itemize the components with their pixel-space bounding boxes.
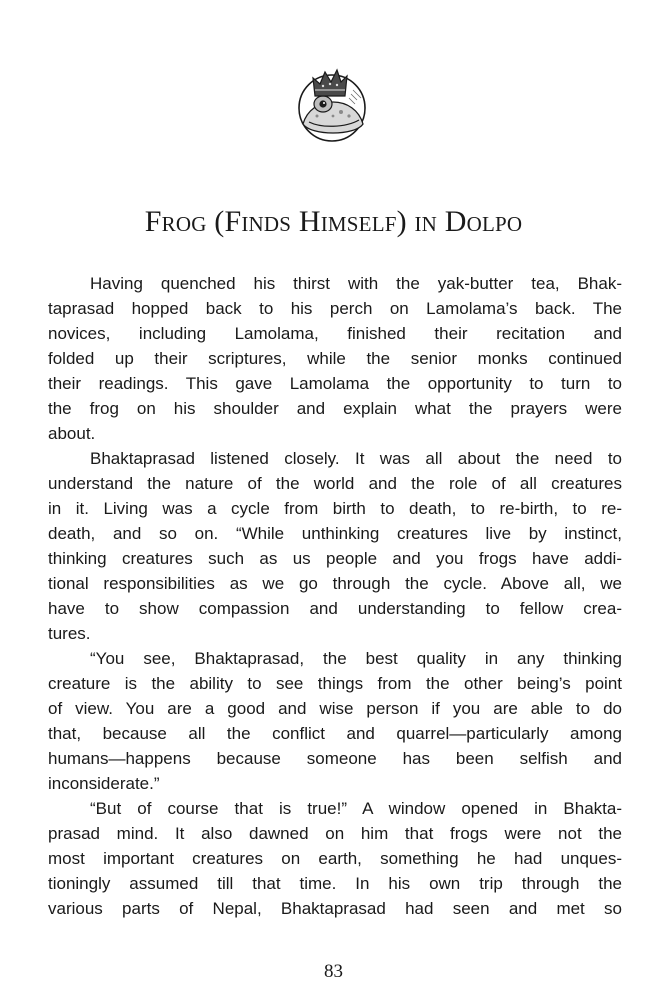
text-line: thinking creatures such as us people and you frogs have addi- xyxy=(48,549,622,568)
text-line: various parts of Nepal, Bhaktaprasad had seen and met so xyxy=(48,899,622,918)
text-line: “But of course that is true!” A window opened in Bhakta- xyxy=(90,799,622,818)
text-line: tioningly assumed till that time. In his own trip through the xyxy=(48,874,622,893)
text-line: most important creatures on earth, something he had unques- xyxy=(48,849,622,868)
page-number: 83 xyxy=(324,961,343,982)
text-line: about. xyxy=(48,424,96,443)
text-line: the frog on his shoulder and explain what the prayers were xyxy=(48,399,622,418)
paragraph xyxy=(48,446,622,646)
text-line: death, and so on. “While unthinking creatures live by instinct, xyxy=(48,524,622,543)
chapter-body xyxy=(48,271,622,921)
frog-with-crown-icon xyxy=(293,62,371,146)
text-line: “You see, Bhaktaprasad, the best quality in any thinking xyxy=(90,649,622,668)
text-line: creature is the ability to see things from the other being’s point xyxy=(48,674,622,693)
text-line: humans—happens because someone has been selfish and xyxy=(48,749,622,768)
chapter-title: Frog (Finds Himself) in Dolpo xyxy=(144,205,523,238)
text-line: understand the nature of the world and the role of all creatures xyxy=(48,474,622,493)
text-line: tures. xyxy=(48,624,91,643)
text-line: have to show compassion and understanding to fellow crea- xyxy=(48,599,622,618)
text-line: taprasad hopped back to his perch on Lamolama’s back. The xyxy=(48,299,622,318)
text-line: inconsiderate.” xyxy=(48,774,160,793)
text-line: their readings. This gave Lamolama the opportunity to turn to xyxy=(48,374,622,393)
text-line: Having quenched his thirst with the yak-butter tea, Bhak- xyxy=(90,274,622,293)
paragraph xyxy=(48,796,622,921)
text-line: folded up their scriptures, while the senior monks continued xyxy=(48,349,622,368)
text-line: novices, including Lamolama, finished their recitation and xyxy=(48,324,622,343)
text-line: tional responsibilities as we go through the cycle. Above all, we xyxy=(48,574,622,593)
paragraph xyxy=(48,271,622,446)
text-line: prasad mind. It also dawned on him that frogs were not the xyxy=(48,824,622,843)
paragraph xyxy=(48,646,622,796)
text-line: of view. You are a good and wise person if you are able to do xyxy=(48,699,622,718)
text-line: Bhaktaprasad listened closely. It was all about the need to xyxy=(90,449,622,468)
text-line: that, because all the conflict and quarrel—particularly among xyxy=(48,724,622,743)
text-line: in it. Living was a cycle from birth to death, to re-birth, to re- xyxy=(48,499,622,518)
